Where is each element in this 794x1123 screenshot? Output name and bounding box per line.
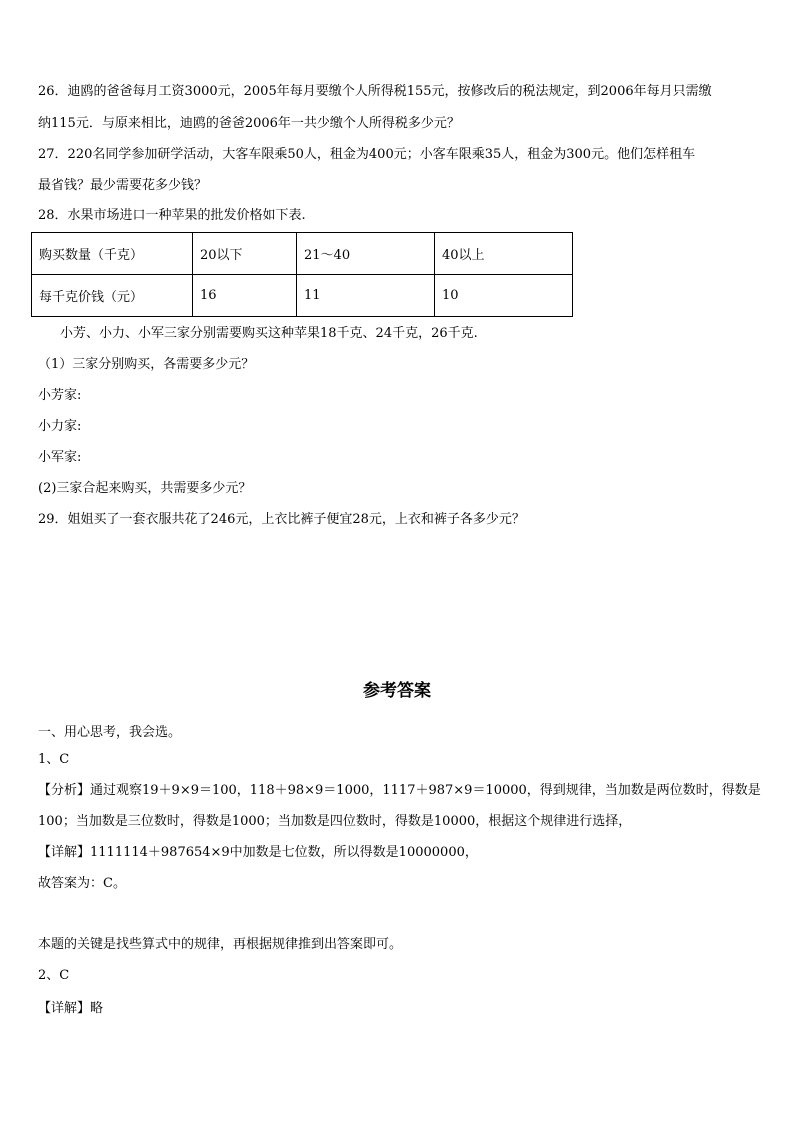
table-cell: 11 — [297, 275, 435, 317]
table-cell: 20以下 — [193, 233, 297, 275]
question-28-sub-1: （1）三家分别购买，各需要多少元？ — [38, 357, 255, 372]
answer-label-xiaoli: 小力家: — [38, 419, 82, 434]
answer-1-note: 本题的关键是找些算式中的规律，再根据规律推到出答案即可。 — [38, 937, 403, 952]
answer-1-analysis-line-1: 【分析】通过观察19＋9×9＝100，118＋98×9＝1000，1117＋987×9＝10000，得到规律，当加数是两位数时，得数是 — [38, 783, 761, 798]
table-cell: 21～40 — [297, 233, 435, 275]
answer-label-xiaofang: 小芳家: — [38, 388, 82, 403]
answer-1-detail: 【详解】1111114＋987654×9中加数是七位数，所以得数是10000000， — [38, 845, 478, 860]
answer-2-detail: 【详解】略 — [38, 1001, 104, 1016]
table-cell: 每千克价钱（元） — [32, 275, 193, 317]
question-27-line-1: 27．220名同学参加研学活动，大客车限乘50人，租金为400元；小客车限乘35人，租金为300元。他们怎样租车 — [38, 147, 696, 162]
table-row — [32, 233, 573, 275]
table-cell: 购买数量（千克） — [32, 233, 193, 275]
question-28-description: 小芳、小力、小军三家分别需要购买这种苹果18千克、24千克，26千克. — [60, 326, 478, 341]
price-table — [31, 232, 573, 317]
answer-1: 1、C — [38, 752, 70, 767]
answers-heading: 参考答案 — [363, 681, 431, 701]
table-cell: 16 — [193, 275, 297, 317]
answer-1-analysis-line-2: 100；当加数是三位数时，得数是1000；当加数是四位数时，得数是10000，根据这个规律进行选择， — [38, 814, 632, 829]
table-cell: 40以上 — [435, 233, 573, 275]
question-26-line-1: 26．迪鸥的爸爸每月工资3000元，2005年每月要缴个人所得税155元，按修改后的税法规定，到2006年每月只需缴 — [38, 84, 712, 99]
answer-1-conclusion: 故答案为：C。 — [38, 876, 126, 891]
section-1-title: 一、用心思考，我会选。 — [38, 725, 182, 740]
question-28-sub-2: (2)三家合起来购买，共需要多少元？ — [38, 481, 252, 496]
table-cell: 10 — [435, 275, 573, 317]
answer-label-xiaojun: 小军家: — [38, 450, 82, 465]
question-28-intro: 28．水果市场进口一种苹果的批发价格如下表. — [38, 208, 306, 223]
table-row — [32, 275, 573, 317]
question-27-line-2: 最省钱？最少需要花多少钱？ — [38, 178, 208, 193]
answer-2: 2、C — [38, 968, 70, 983]
question-29: 29．姐姐买了一套衣服共花了246元，上衣比裤子便宜28元，上衣和裤子各多少元？ — [38, 512, 525, 527]
question-26-line-2: 纳115元．与原来相比，迪鸥的爸爸2006年一共少缴个人所得税多少元？ — [38, 116, 460, 131]
